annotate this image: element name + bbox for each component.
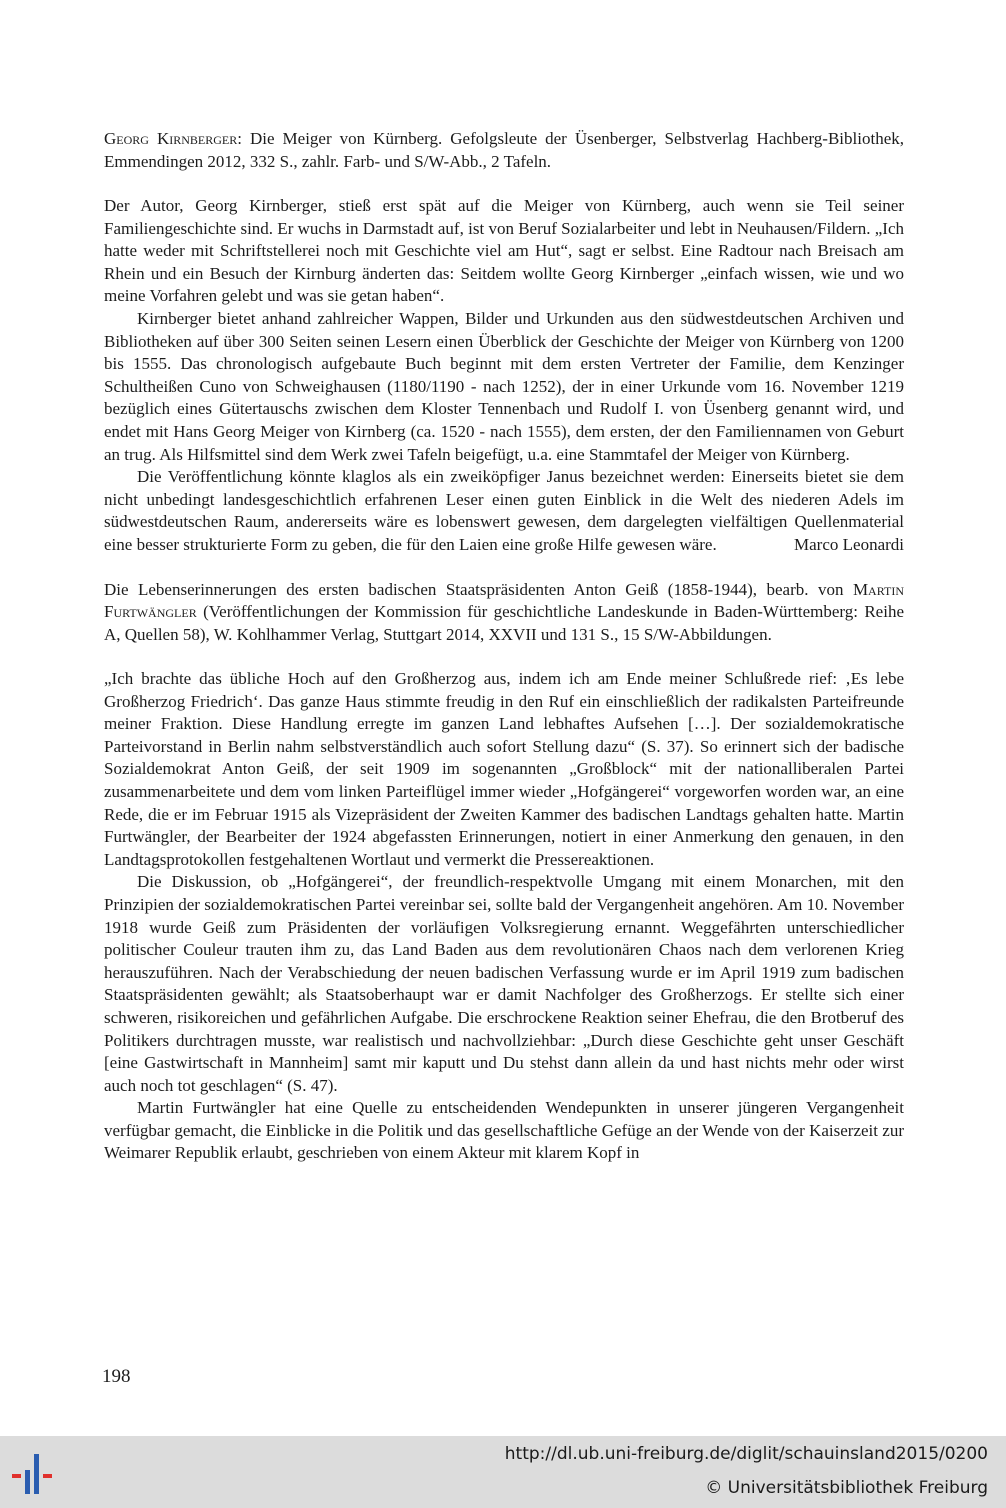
review1-reference (104, 128, 904, 173)
review2-ref-start: Die Lebenserinnerungen des ersten badischen Staatspräsidenten Anton Geiß (1858-1944), bearb. von (104, 579, 853, 599)
review2-reference (104, 579, 904, 647)
review1-reviewer: Marco Leonardi (794, 534, 904, 554)
review1-author: Georg Kirnberger (104, 129, 238, 148)
review2-paragraph-3: Martin Furtwängler hat eine Quelle zu entscheidenden Wendepunkten in unserer jüngeren Vergangenheit verfügbar gemacht, die Einblicke in die Politik und das gesellschaftliche Gefüge an der Wende von der Kaiserzeit zur Weimarer Republik erlaubt, geschrieben von einem Akteur mit klarem Kopf in (104, 1098, 904, 1163)
review2-paragraph-1: „Ich brachte das übliche Hoch auf den Großherzog aus, indem ich am Ende meiner Schlußrede rief: ‚Es lebe Großherzog Friedrich‘. Das ganze Haus stimmte freudig in den Ruf ein einschließlich der radikalsten Parteifreunde meiner Fraktion. Diese Handlung erregte im ganzen Land lebhaftes Aufsehen […]. Der sozialdemokratische Parteivorstand in Berlin nahm selbstverständlich auch sofort Stellung dazu“ (S. 37). So erinnert sich der badische Sozialdemokrat Anton Geiß, der seit 1909 im sogenannten „Großblock“ mit der nationalliberalen Partei zusammenarbeitete und dem vom linken Parteiflügel immer wieder „Hofgängerei“ vorgeworfen worden war, an eine Rede, die er im Februar 1915 als Vizepräsident der Zweiten Kammer des badischen Landtags gehalten hatte. Martin Furtwängler, der Bearbeiter der 1924 abgefassten Erinnerungen, notiert in einer Anmerkung den genauen, in den Landtagsprotokollen festgehaltenen Wortlaut und vermerkt die Pressereaktionen. (104, 669, 904, 869)
page-content (104, 128, 904, 1165)
review2-editor: Martin Furtwängler (104, 579, 904, 621)
page-number: 198 (102, 1366, 131, 1387)
footer-copyright: © Universitätsbibliothek Freiburg (705, 1478, 988, 1498)
review1-paragraph-3 (104, 466, 904, 556)
review1-paragraph-1: Der Autor, Georg Kirnberger, stieß erst spät auf die Meiger von Kürnberg, auch wenn sie Teil seiner Familiengeschichte sind. Er wuchs in Darmstadt auf, ist von Beruf Sozialarbeiter und lebt in Neuhausen/Fildern. „Ich hatte weder mit Schriftstellerei noch mit Geschichte viel am Hut“, sagt er selbst. Eine Radtour nach Breisach am Rhein und ein Besuch der Kirnburg änderten das: Seitdem wollte Georg Kirnberger „einfach wissen, wie und wo meine Vorfahren gelebt und was sie getan haben“. (104, 196, 904, 306)
review2-paragraph-2: Die Diskussion, ob „Hofgängerei“, der freundlich-respektvolle Umgang mit einem Monarchen, mit den Prinzipien der sozialdemokratischen Partei vereinbar sei, sollte bald der Vergangenheit angehören. Am 10. November 1918 wurde Geiß zum Präsidenten der vorläufigen Volksregierung ernannt. Weggefährten unterschiedlicher politischer Couleur trauten ihm zu, das Land Baden aus dem revolutionären Chaos nach dem verlorenen Krieg herauszuführen. Nach der Verabschiedung der neuen badischen Verfassung wurde er im April 1919 zum badischen Staatspräsidenten gewählt; als Staatsoberhaupt war er damit Nachfolger des Großherzogs. Er stellte sich einer schweren, risikoreichen und gefährlichen Aufgabe. Die erschrockene Reaktion seiner Ehefrau, die den Brotberuf des Politikers durchtragen musste, war realistisch und nachvollziehbar: „Durch diese Geschichte geht unser Geschäft [eine Gastwirtschaft in Mannheim] samt mir kaputt und Du stehst dann allein da und hast nichts mehr oder wirst auch noch tot geschlagen“ (S. 47). (104, 872, 904, 1095)
footer-url-link[interactable]: http://dl.ub.uni-freiburg.de/diglit/schauinsland2015/0200 (504, 1444, 988, 1464)
review1-paragraph-3-text: Die Veröffentlichung könnte klaglos als ein zweiköpfiger Janus bezeichnet werden: Einerseits bietet sie dem nicht unbedingt landesgeschichtlich erfahrenen Leser einen guten Einblick in die Welt des niederen Adels im südwestdeutschen Raum, andererseits wäre es lobenswert gewesen, dem dargelegten vielfältigen Quellenmaterial eine besser strukturierte Form zu geben, die für den Laien eine große Hilfe gewesen wäre. (104, 467, 904, 554)
review2-ref-end: (Veröffentlichungen der Kommission für geschichtliche Landeskunde in Baden-Württemberg: Reihe A, Quellen 58), W. Kohlhammer Verlag, Stuttgart 2014, XXVII und 131 S., 15 S/W-Abbildungen. (104, 602, 904, 644)
ub-freiburg-logo-icon (12, 1446, 62, 1502)
footer-bar (0, 1436, 1006, 1508)
review1-paragraph-2: Kirnberger bietet anhand zahlreicher Wappen, Bilder und Urkunden aus den südwestdeutschen Archiven und Bibliotheken auf über 300 Seiten seinen Lesern einen Überblick der Geschichte der Meiger von Kürnberg von 1200 bis 1555. Das chronologisch aufgebaute Buch beginnt mit dem ersten Vertreter der Familie, dem Kenzinger Schultheißen Cuno von Schweighausen (1180/1190 - nach 1252), der in einer Urkunde vom 16. November 1219 bezüglich eines Gütertauschs zwischen dem Kloster Tennenbach und Rudolf I. von Üsenberg genannt wird, und endet mit Hans Georg Meiger von Kirnberg (ca. 1520 - nach 1555), dem ersten, der den Familiennamen von Geburt an trug. Als Hilfsmittel sind dem Werk zwei Tafeln beigefügt, u.a. eine Stammtafel der Meiger von Kürnberg. (104, 308, 904, 464)
review1-ref-text: : Die Meiger von Kürnberg. Gefolgsleute der Üsenberger, Selbstverlag Hachberg-Bibliothek, Emmendingen 2012, 332 S., zahlr. Farb- und S/W-Abb., 2 Tafeln. (104, 129, 904, 171)
